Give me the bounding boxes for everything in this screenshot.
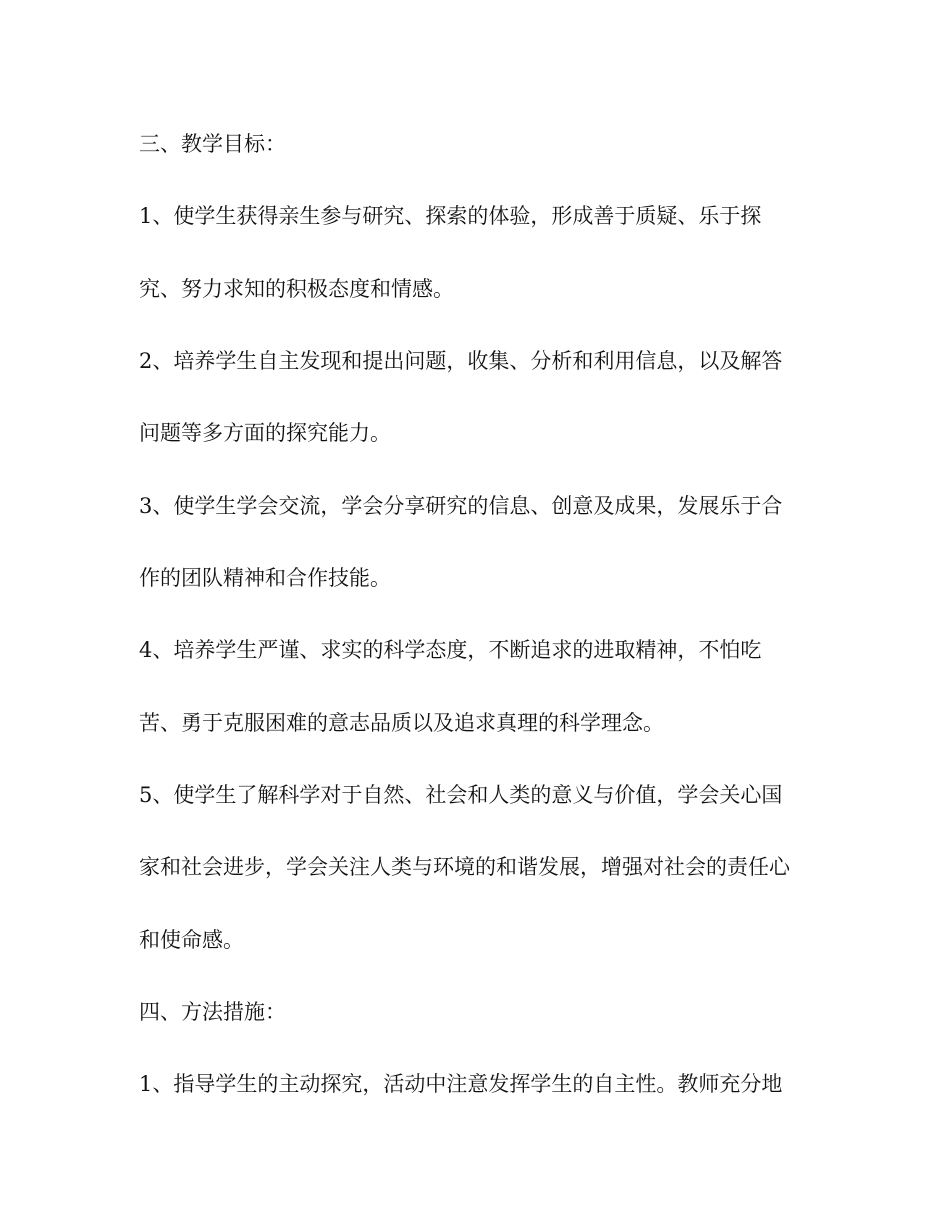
paragraph-line: 4、培养学生严谨、求实的科学态度，不断追求的进取精神，不怕吃	[139, 638, 762, 662]
paragraph-line: 5、使学生了解科学对于自然、社会和人类的意义与价值，学会关心国	[139, 783, 783, 807]
paragraph-line: 1、指导学生的主动探究，活动中注意发挥学生的自主性。教师充分地	[139, 1072, 783, 1096]
paragraph-line: 3、使学生学会交流，学会分享研究的信息、创意及成果，发展乐于合	[139, 494, 783, 518]
paragraph-line: 作的团队精神和合作技能。	[139, 566, 391, 590]
section-heading-teaching-goals: 三、教学目标：	[139, 132, 286, 156]
paragraph-line: 和使命感。	[139, 928, 244, 952]
section-heading-methods: 四、方法措施：	[139, 1000, 286, 1024]
paragraph-line: 1、使学生获得亲生参与研究、探索的体验，形成善于质疑、乐于探	[139, 204, 762, 228]
paragraph-line: 2、培养学生自主发现和提出问题，收集、分析和利用信息，以及解答	[139, 349, 783, 373]
paragraph-line: 究、努力求知的积极态度和情感。	[139, 277, 454, 301]
paragraph-line: 苦、勇于克服困难的意志品质以及追求真理的科学理念。	[139, 711, 664, 735]
paragraph-line: 问题等多方面的探究能力。	[139, 421, 391, 445]
paragraph-line: 家和社会进步，学会关注人类与环境的和谐发展，增强对社会的责任心	[139, 855, 790, 879]
